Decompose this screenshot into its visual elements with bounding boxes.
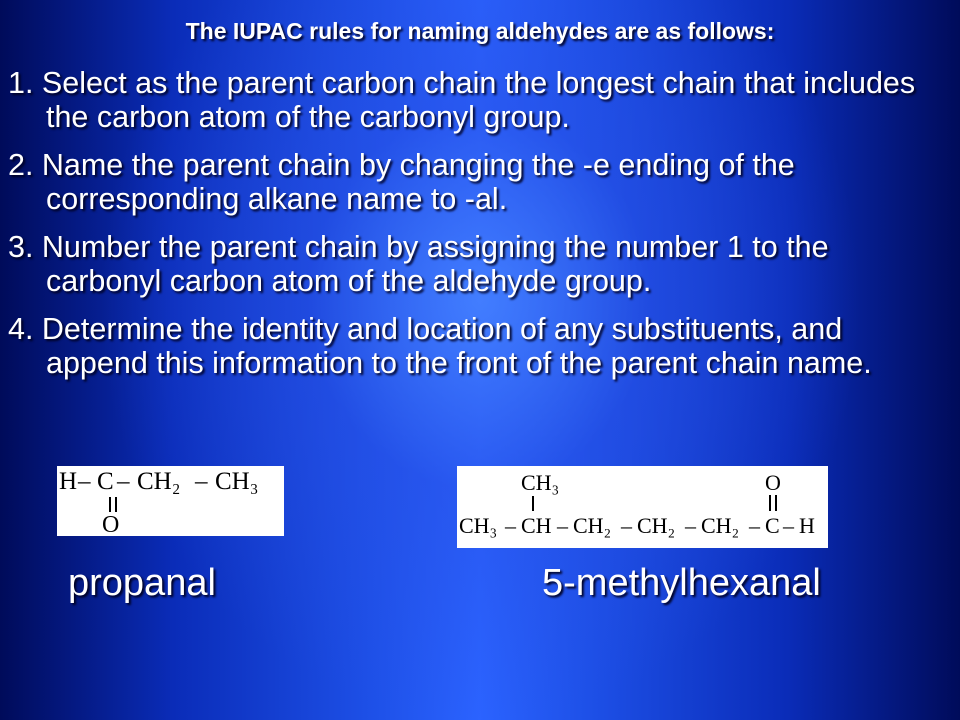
ch2-group: CH₂ xyxy=(637,513,676,538)
rule-3: 3. Number the parent chain by assigning the number 1 to the carbonyl carbon atom of the aldehyde group. xyxy=(8,230,829,298)
dash: – xyxy=(78,468,91,495)
h-atom: H xyxy=(799,513,815,538)
dash: – xyxy=(621,513,632,538)
ch3-group: CH₃ xyxy=(215,468,259,495)
ch2-group: CH₂ xyxy=(573,513,612,538)
ch3-group: CH₃ xyxy=(459,513,498,538)
methylhexanal-structure xyxy=(457,466,828,548)
rule-2: 2. Name the parent chain by changing the -e ending of the corresponding alkane name to -al. xyxy=(8,148,795,216)
dash: – xyxy=(505,513,516,538)
dash: – xyxy=(749,513,760,538)
slide-title: The IUPAC rules for naming aldehydes are as follows: xyxy=(185,18,775,44)
carbonyl-carbon: C xyxy=(97,468,114,495)
ch3-branch: CH₃ xyxy=(521,470,560,495)
ch-group: CH xyxy=(521,513,552,538)
dash: – xyxy=(195,468,208,495)
rule-1: 1. Select as the parent carbon chain the longest chain that includes the carbon atom of the carbonyl group. xyxy=(8,66,916,134)
rules-list xyxy=(8,66,948,394)
dash: – xyxy=(557,513,568,538)
oxygen-atom: O xyxy=(765,470,781,495)
example-name-propanal: propanal xyxy=(68,562,216,604)
ch2-group: CH₂ xyxy=(701,513,740,538)
carbonyl-carbon: C xyxy=(765,513,780,538)
propanal-structure xyxy=(57,466,284,536)
example-name-methylhexanal: 5-methylhexanal xyxy=(542,562,821,604)
rule-4: 4. Determine the identity and location of any substituents, and append this information to the front of the parent chain name. xyxy=(8,312,872,380)
h-atom: H xyxy=(59,468,78,495)
oxygen-atom: O xyxy=(102,512,120,536)
dash: – xyxy=(117,468,130,495)
dash: – xyxy=(685,513,696,538)
dash: – xyxy=(783,513,794,538)
ch2-group: CH₂ xyxy=(137,468,181,495)
